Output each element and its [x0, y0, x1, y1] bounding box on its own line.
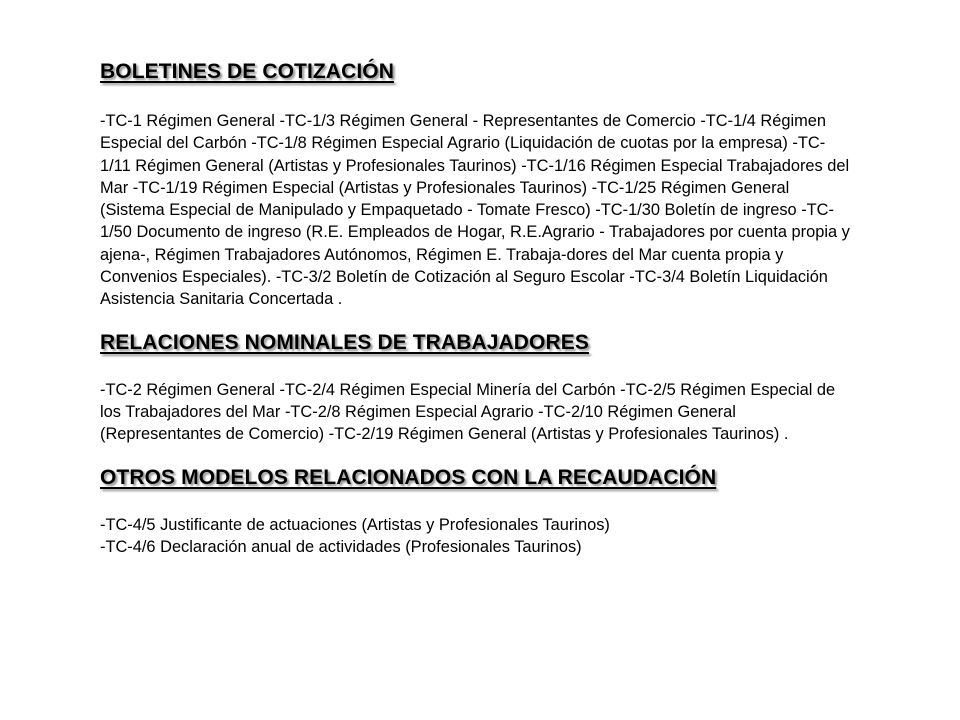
document-page	[100, 58, 850, 558]
section-title-relaciones-nominales: RELACIONES NOMINALES DE TRABAJADORES	[100, 330, 589, 354]
section-body-relaciones-nominales: -TC-2 Régimen General -TC-2/4 Régimen Especial Minería del Carbón -TC-2/5 Régimen Especial de los Trabajadores del Mar -TC-2/8 Régimen Especial Agrario -TC-2/10 Régimen General (Representantes de Comercio) -TC-2/19 Régimen General (Artistas y Profesionales Taurinos) .	[100, 380, 836, 444]
list-item: -TC-4/5 Justificante de actuaciones (Artistas y Profesionales Taurinos)	[100, 515, 610, 534]
section-title-boletines-de-cotizacion: BOLETINES DE COTIZACIÓN	[100, 60, 394, 83]
section-body-otros-modelos	[100, 514, 850, 559]
section-body-boletines-de-cotizacion: -TC-1 Régimen General -TC-1/3 Régimen General - Representantes de Comercio -TC-1/4 Régimen Especial del Carbón -TC-1/8 Régimen Especial Agrario (Liquidación de cuotas por la empresa) -TC-1/11 Régimen General (Artistas y Profesionales Taurinos) -TC-1/16 Régimen Especial Trabajadores del Mar -TC-1/19 Régimen Especial (Artistas y Profesionales Taurinos) -TC-1/25 Régimen General (Sistema Especial de Manipulado y Empaquetado - Tomate Fresco) -TC-1/30 Boletín de ingreso -TC-1/50 Documento de ingreso (R.E. Empleados de Hogar, R.E.Agrario - Trabajadores por cuenta propia y ajena-, Régimen Trabajadores Autónomos, Régimen E. Trabaja-dores del Mar cuenta propia y Convenios Especiales). -TC-3/2 Boletín de Cotización al Seguro Escolar -TC-3/4 Boletín Liquidación Asistencia Sanitaria Concertada .	[100, 112, 850, 309]
section-title-otros-modelos: OTROS MODELOS RELACIONADOS CON LA RECAUDACIÓN	[100, 465, 717, 489]
list-item: -TC-4/6 Declaración anual de actividades (Profesionales Taurinos)	[100, 537, 582, 556]
